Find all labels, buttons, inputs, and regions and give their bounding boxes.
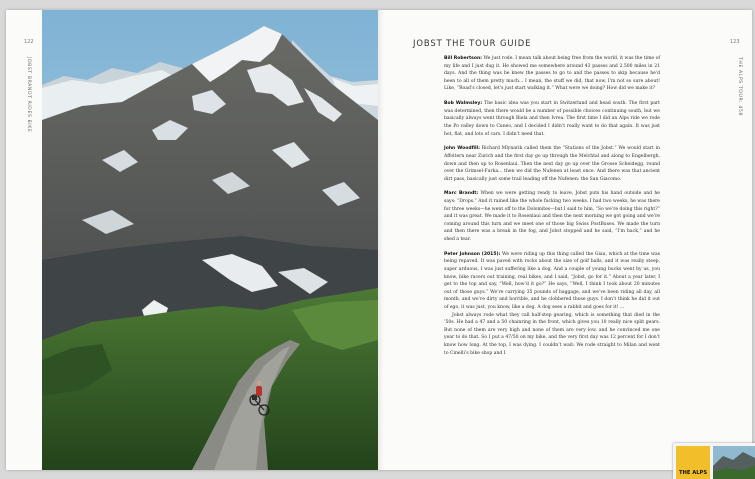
paragraph-text: Jobst always rode what they call half-step gearing, which is something that died in the ’50s. He had a 47 and a 50 chainring in the front, which gives you 10 really nice split gears. But none of them are very high and none of them are very low, and he convinced me one year to do that. So I put a 47/50 on my bike, and the very first day was 12 percent for I don’t know how long. At the top, I was dying. I couldn’t wait: We rode straight to Milan and went to Cinelli’s bike shop and I xyxy=(444,312,660,356)
paragraph-text: We just rode. I mean talk about being free from the world, it was the time of my life and I just dug it. He showed me somewhere around 43 passes and 2,500 miles in 21 days. And the thing was he knew the passes to go to and the passes to skip because he'd been to all of them pretty much... I mean, the stuff we did, that now, I'm not so sure about! Like, “Road’s closed, let’s just start walking it.” What were we doing? How did we make it? xyxy=(444,56,661,92)
thumbnail-photo xyxy=(713,446,755,479)
thumbnail-title: THE ALPS xyxy=(679,470,708,476)
next-spread-thumbnail[interactable] xyxy=(673,443,755,479)
book-spread xyxy=(6,10,752,470)
paragraph xyxy=(444,251,660,312)
speaker-name: Marc Brandt: xyxy=(444,191,479,197)
speaker-name: Peter Johnson (2015): xyxy=(444,251,501,257)
paragraph-text: We were riding up this thing called the Giau, which at the time was being repaved. It was paved with rocks about the size of golf balls, and it was really steep, super arduous, I was just suffering like a dog. And a couple of young bucks went by us, you know, bike racers out training, real bikes, and I said, “Jobst, go for it.” About a year later, I get to the top and say, “Well, how’d it go?” He says, “Well, I think I took about 20 minutes out of those guys.” We’re carrying 35 pounds of baggage, and we’ve been riding all day, all month, and we’re dirty and horrible, and he clobbered those guys. I don’t think he did it out of ego, it was just, you know, like a dog. A dog sees a rabbit and goes for it! ... xyxy=(444,251,660,310)
paragraph-continued xyxy=(444,312,660,358)
page-gutter xyxy=(378,10,384,470)
paragraph-text: Richard Mlynarik called them the “Stations of the Jobst.” We would start in Affoltern near Zurich and the first day go up through the Melchtal and along to Engelbergh, down and then up to Rosenlaui. Then the next day go up over the Grosse Scheidegg, round over the Grimsel-Furka... then we did the Nufenen at least once. And there was that ancient dirt pass, basically just some trail leading off the Nufenen: the San Giacomo. xyxy=(444,146,660,182)
speaker-name: Bill Robertson: xyxy=(444,56,483,61)
paragraph xyxy=(444,100,660,138)
left-running-head: JOBST BRANDT RIDES BIKE xyxy=(26,57,31,133)
paragraph xyxy=(444,190,660,243)
mountain-cyclist-photo xyxy=(42,10,378,470)
paragraph-text: The basic idea was you start in Switzerland and head south. The first part was determined, then there would be a number of possible choices continuing south, but we basically always went through Biela and then Ivrea. The first time I did an Alps ride we rode the Po valley down to Cuneo, and I decided I didn’t really want to do that again. It was just hot, flat, and lots of cars. I didn’t need that. xyxy=(444,101,661,137)
left-page-number: 122 xyxy=(24,39,34,45)
right-page-number: 123 xyxy=(730,39,740,45)
speaker-name: Bob Walmsley: xyxy=(444,101,483,107)
right-running-head: THE ALPS TOUR: 458 xyxy=(737,57,742,116)
interview-text-column xyxy=(444,55,660,364)
speaker-name: John Woodfill: xyxy=(444,146,480,152)
paragraph xyxy=(444,145,660,183)
chapter-title: JOBST THE TOUR GUIDE xyxy=(413,38,532,48)
paragraph-text: When we were getting ready to leave, Jobst puts his hand outside and he says: “Drops.” And it rained like the whole fucking two weeks. I had two weeks, he was there for three weeks—he went off to the Dolomites—but I said to him, “So we’re doing this right?” and it was great. We made it to Rosenlaui and then the next morning we got going and we’re coming around this turn and we meet one of those big Swiss PostBuses. We made the turn and then there was a break in the fog, and Jobst stopped and he said, “I’m back,” and he shed a tear. xyxy=(444,191,660,243)
paragraph xyxy=(444,55,660,93)
